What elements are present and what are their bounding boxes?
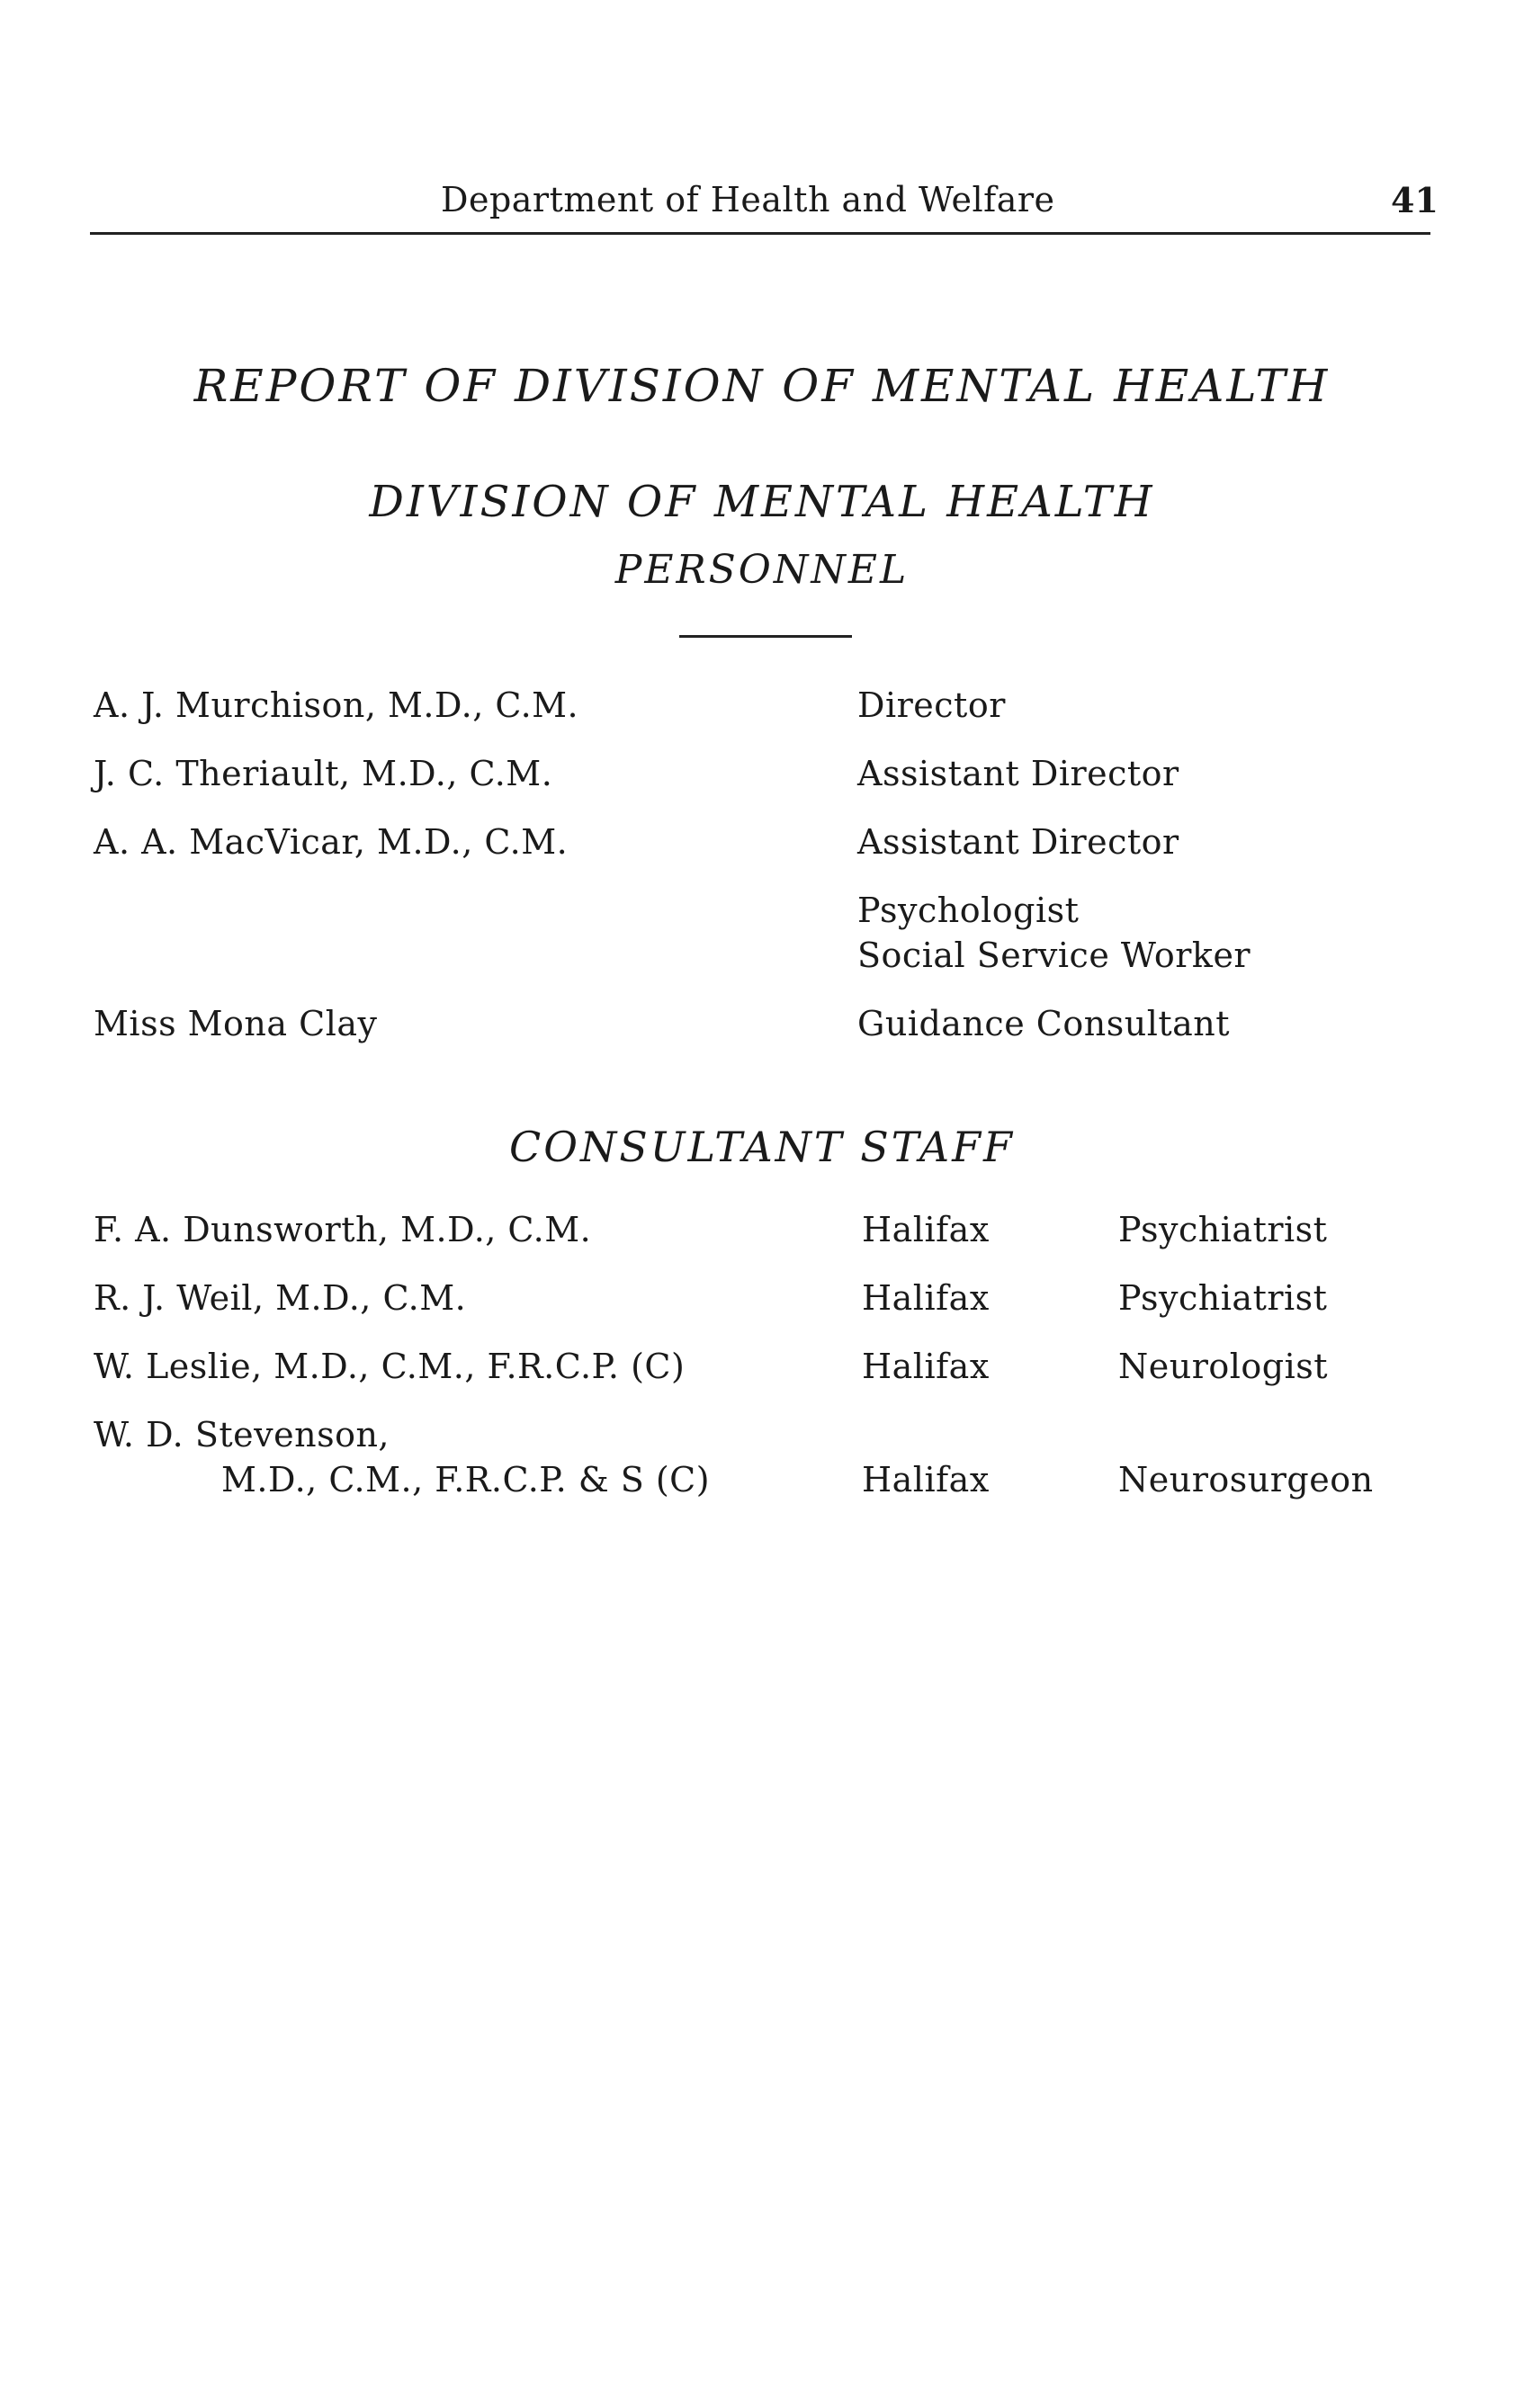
consultant-specialty: Neurologist bbox=[1118, 1347, 1329, 1386]
personnel-name: Miss Mona Clay bbox=[94, 1004, 378, 1043]
report-title: REPORT OF DIVISION OF MENTAL HEALTH bbox=[193, 360, 1331, 412]
personnel-name: A. J. Murchison, M.D., C.M. bbox=[94, 685, 579, 725]
consultant-city: Halifax bbox=[862, 1278, 990, 1318]
consultant-city: Halifax bbox=[862, 1460, 990, 1499]
consultant-city: Halifax bbox=[862, 1347, 990, 1386]
personnel-title: Guidance Consultant bbox=[857, 1004, 1231, 1043]
consultant-specialty: Psychiatrist bbox=[1118, 1278, 1328, 1318]
personnel-heading-line2: PERSONNEL bbox=[614, 547, 910, 593]
consultant-staff-heading: CONSULTANT STAFF bbox=[509, 1123, 1015, 1171]
personnel-heading-line1: DIVISION OF MENTAL HEALTH bbox=[369, 477, 1155, 527]
consultant-name: F. A. Dunsworth, M.D., C.M. bbox=[94, 1210, 592, 1249]
header-rule bbox=[90, 232, 1430, 235]
consultant-credentials: M.D., C.M., F.R.C.P. & S (C) bbox=[221, 1460, 711, 1499]
personnel-title: Social Service Worker bbox=[857, 935, 1251, 975]
personnel-title: Director bbox=[857, 685, 1006, 725]
consultant-specialty: Neurosurgeon bbox=[1118, 1460, 1374, 1499]
personnel-name: J. C. Theriault, M.D., C.M. bbox=[94, 754, 553, 793]
personnel-title: Assistant Director bbox=[857, 822, 1179, 862]
personnel-title: Assistant Director bbox=[857, 754, 1179, 793]
consultant-name: R. J. Weil, M.D., C.M. bbox=[94, 1278, 467, 1318]
personnel-name: A. A. MacVicar, M.D., C.M. bbox=[94, 822, 569, 862]
section-rule bbox=[679, 635, 852, 638]
consultant-specialty: Psychiatrist bbox=[1118, 1210, 1328, 1249]
consultant-city: Halifax bbox=[862, 1210, 990, 1249]
consultant-name: W. D. Stevenson, bbox=[94, 1415, 390, 1455]
personnel-title: Psychologist bbox=[857, 891, 1080, 930]
running-head: Department of Health and Welfare bbox=[441, 180, 1055, 219]
page-number: 41 bbox=[1391, 180, 1439, 220]
consultant-name: W. Leslie, M.D., C.M., F.R.C.P. (C) bbox=[94, 1347, 686, 1386]
